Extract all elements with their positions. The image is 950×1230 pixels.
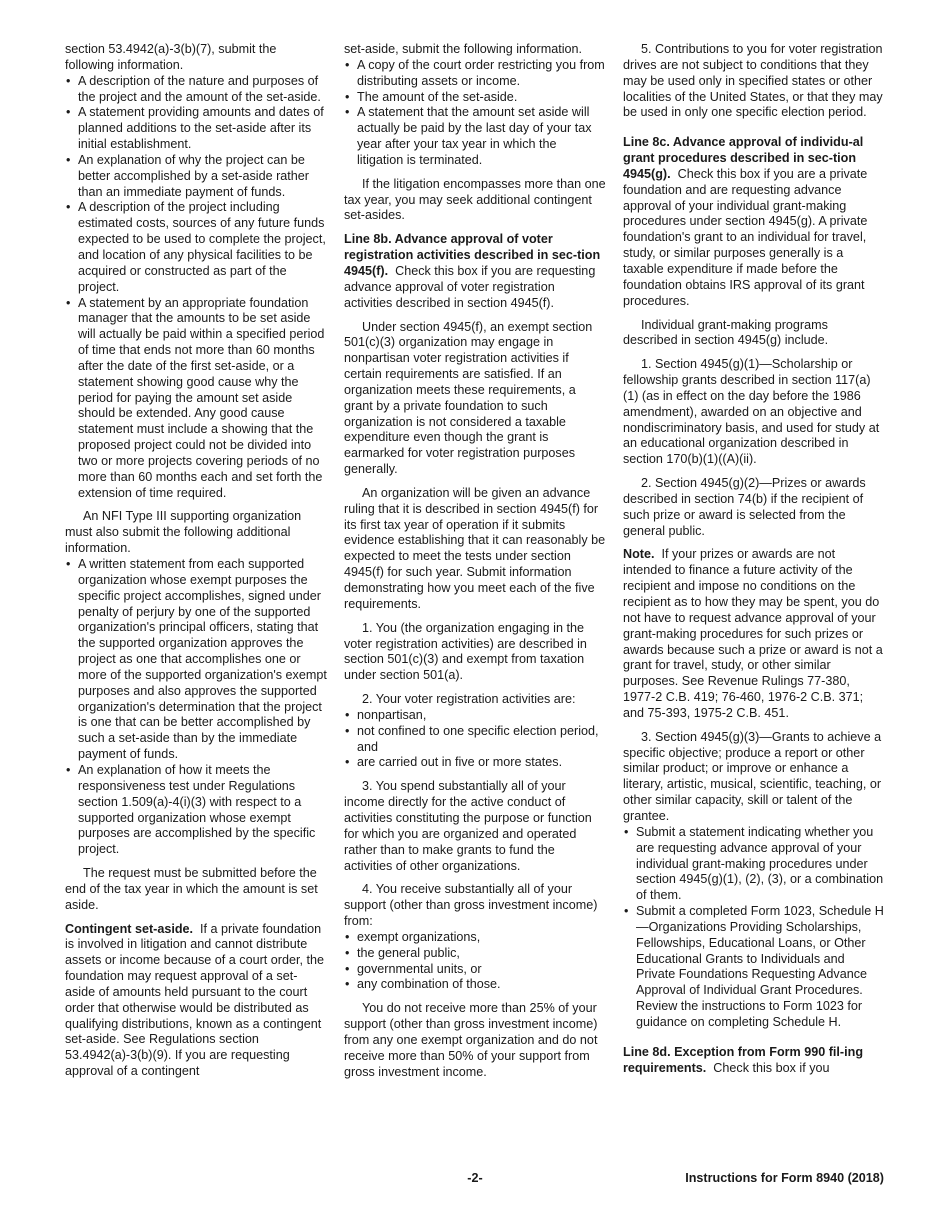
bullet-item: • Submit a statement indicating whether you are requesting advance approval of your individual grant-making procedures under section 4945(g)(1), (2), (3), or a combination of them.: [623, 825, 885, 904]
numbered-item: 3. Section 4945(g)(3)—Grants to achieve a specific objective; produce a report or other similar product; or improve or enhance a literary, artistic, musical, scientific, teaching, or other similar capacity, skill or talent of the grantee.: [623, 729, 882, 823]
paragraph-line-8c: [623, 135, 885, 309]
numbered-item: 3. You spend substantially all of your income directly for the active conduct of activities constituting the purpose or function for which you are organized and operated rather than to make grants to fund the activities of other organizations.: [344, 779, 592, 873]
numbered-item: 2. Section 4945(g)(2)—Prizes or awards described in section 74(b) if the recipient of such prize or award is selected from the general public.: [623, 476, 866, 538]
numbered-item: 2. Your voter registration activities are:: [362, 692, 576, 707]
column-middle: [344, 42, 606, 1080]
paragraph-text: Check this box if you: [713, 1060, 830, 1075]
numbered-item: 4. You receive substantially all of your support (other than gross investment income) from:: [344, 882, 598, 929]
paragraph-note: [623, 547, 885, 721]
paragraph-contingent-set-aside: [65, 922, 327, 1080]
paragraph: You do not receive more than 25% of your support (other than gross investment income) from any one exempt organization and do not receive more than 50% of your support from gross investment income.: [344, 1001, 598, 1079]
numbered-item: 1. Section 4945(g)(1)—Scholarship or fellowship grants described in section 117(a)(1) (as in effect on the day before the 1986 amendment), awarded on an objective and nondiscriminatory basis, and used for study at an educational organization described in section 170(b)(1)((A)(ii).: [623, 357, 880, 467]
bullet-item: • A statement by an appropriate foundation manager that the amounts to be set aside will actually be paid within a specified period of time that ends not more than 60 months after the date of the first set-aside, or a statement showing good cause why the period for paying the amount set aside should be extended. Any good cause statement must include a showing that the proposed project could not be divided into two or more projects covering periods of no more than 60 months each and set forth the extension of time required.: [65, 296, 327, 502]
page-number: -2-: [467, 1171, 483, 1185]
bullet-item: • A written statement from each supported organization whose exempt purposes the specific project accomplishes, signed under penalty of perjury by one of the supported organization's principal officers, stating that the supported organization approves the project as one that accomplishes one or more of the supported organization's exempt purposes and also approves the supported organization's determination that the project is one that can be better accomplished by such a set-aside than by the immediate payment of funds.: [65, 557, 327, 763]
bullet-item: • An explanation of why the project can be better accomplished by a set-aside rather than an immediate payment of funds.: [65, 153, 327, 201]
bullet-item: • are carried out in five or more states.: [344, 755, 606, 771]
paragraph: The request must be submitted before the end of the tax year in which the amount is set aside.: [65, 866, 318, 912]
bullet-item: • nonpartisan,: [344, 708, 606, 724]
paragraph-text: If your prizes or awards are not intended to finance a future activity of the recipient and impose no conditions on the recipient as to how they may be spent, you do not have to request advance approval of your grant-making procedures for such prizes or awards because such a prize or award is not a grant for travel, study, or other similar purposes. See Revenue Rulings 77-380, 1977-2 C.B. 419; 76-460, 1976-2 C.B. 371; and 75-393, 1975-2 C.B. 451.: [623, 547, 883, 720]
numbered-item: 5. Contributions to you for voter registration drives are not subject to conditions that they may be used only in specified states or other localities of the United States, or that they may be used in only one specific election period.: [623, 42, 883, 120]
bullet-item: • exempt organizations,: [344, 930, 606, 946]
bullet-item: • any combination of those.: [344, 977, 606, 993]
section-heading: Line 8c. Advance approval of individu-al grant procedures described in sec-tion 4945(g).: [623, 135, 864, 181]
numbered-item: 1. You (the organization engaging in the voter registration activities) are described in section 501(c)(3) and exempt from taxation under section 501(a).: [344, 620, 587, 683]
paragraph: Under section 4945(f), an exempt section 501(c)(3) organization may engage in nonpartisan voter registration activities if certain requirements are satisfied. If an organization meets these requirements, a grant by a private foundation to such organization is not considered a taxable expenditure even though the grant is earmarked for voter registration purposes generally.: [344, 319, 593, 477]
bullet-item: • A statement providing amounts and dates of planned additions to the set-aside after its initial establishment.: [65, 105, 327, 153]
bullet-item: • A description of the nature and purposes of the project and the amount of the set-aside.: [65, 74, 327, 106]
paragraph-text: Check this box if you are a private foundation and are requesting advance approval of your individual grant-making procedures under section 4945(g). A private foundation's grant to an individual for travel, study, or similar purposes generally is a taxable expenditure if made before the foundation obtains IRS approval of its grant procedures.: [623, 166, 868, 308]
bullet-item: • A statement that the amount set aside will actually be paid by the last day of your tax year after your tax year in which the litigation is terminated.: [344, 105, 606, 168]
bullet-item: • Submit a completed Form 1023, Schedule H—Organizations Providing Scholarships, Fellowships, Educational Loans, or Other Educational Grants to Individuals and Private Foundations Requesting Advance Approval of Individual Grant Procedures. Review the instructions to Form 1023 for guidance on completing Schedule H.: [623, 904, 885, 1031]
bullet-item: • A description of the project including estimated costs, sources of any future funds expected to be used to complete the project, and location of any physical facilities to be acquired or constructed as part of the project.: [65, 200, 327, 295]
footer-title: Instructions for Form 8940 (2018): [685, 1171, 884, 1185]
section-heading: Line 8b. Advance approval of voter registration activities described in sec-tion 4945(f).: [344, 232, 601, 278]
note-label: Note.: [623, 547, 655, 562]
paragraph: section 53.4942(a)-3(b)(7), submit the following information.: [65, 42, 277, 72]
section-heading: Contingent set-aside.: [65, 921, 194, 936]
paragraph: set-aside, submit the following information.: [344, 42, 582, 56]
column-left: [65, 42, 327, 1080]
paragraph-text: If a private foundation is involved in litigation and cannot distribute assets or income because of a court order, the foundation may request approval of a set-aside of amounts held pursuant to the court order that otherwise would be distributed as qualifying distributions, known as a contingent set-aside. See Regulations section 53.4942(a)-3(b)(9). If you are requesting approval of a contingent: [65, 921, 325, 1079]
paragraph-line-8d: [623, 1045, 885, 1077]
paragraph-line-8b: [344, 232, 606, 311]
bullet-item: • A copy of the court order restricting you from distributing assets or income.: [344, 58, 606, 90]
bullet-item: • The amount of the set-aside.: [344, 90, 606, 106]
paragraph: Individual grant-making programs described in section 4945(g) include.: [623, 317, 829, 348]
paragraph: An NFI Type III supporting organization must also submit the following additional information.: [65, 509, 302, 556]
bullet-item: • governmental units, or: [344, 962, 606, 978]
column-right: [623, 42, 885, 1076]
bullet-item: • not confined to one specific election period, and: [344, 724, 606, 756]
section-heading: Line 8d. Exception from Form 990 fil-ing requirements.: [623, 1044, 864, 1075]
bullet-item: • An explanation of how it meets the responsiveness test under Regulations section 1.509(a)-4(i)(3) with respect to a supported organization whose exempt purposes are accomplished by the specific project.: [65, 763, 327, 858]
bullet-item: • the general public,: [344, 946, 606, 962]
paragraph: If the litigation encompasses more than one tax year, you may seek additional contingent set-asides.: [344, 176, 606, 223]
paragraph: An organization will be given an advance ruling that it is described in section 4945(f) for its first tax year of operation if it submits evidence establishing that it can reasonably be expected to meet the tests under section 4945(f) for such year. Submit information demonstrating how you meet each of the five requirements.: [344, 485, 606, 611]
paragraph-text: Check this box if you are requesting advance approval of voter registration activities described in section 4945(f).: [344, 263, 596, 310]
